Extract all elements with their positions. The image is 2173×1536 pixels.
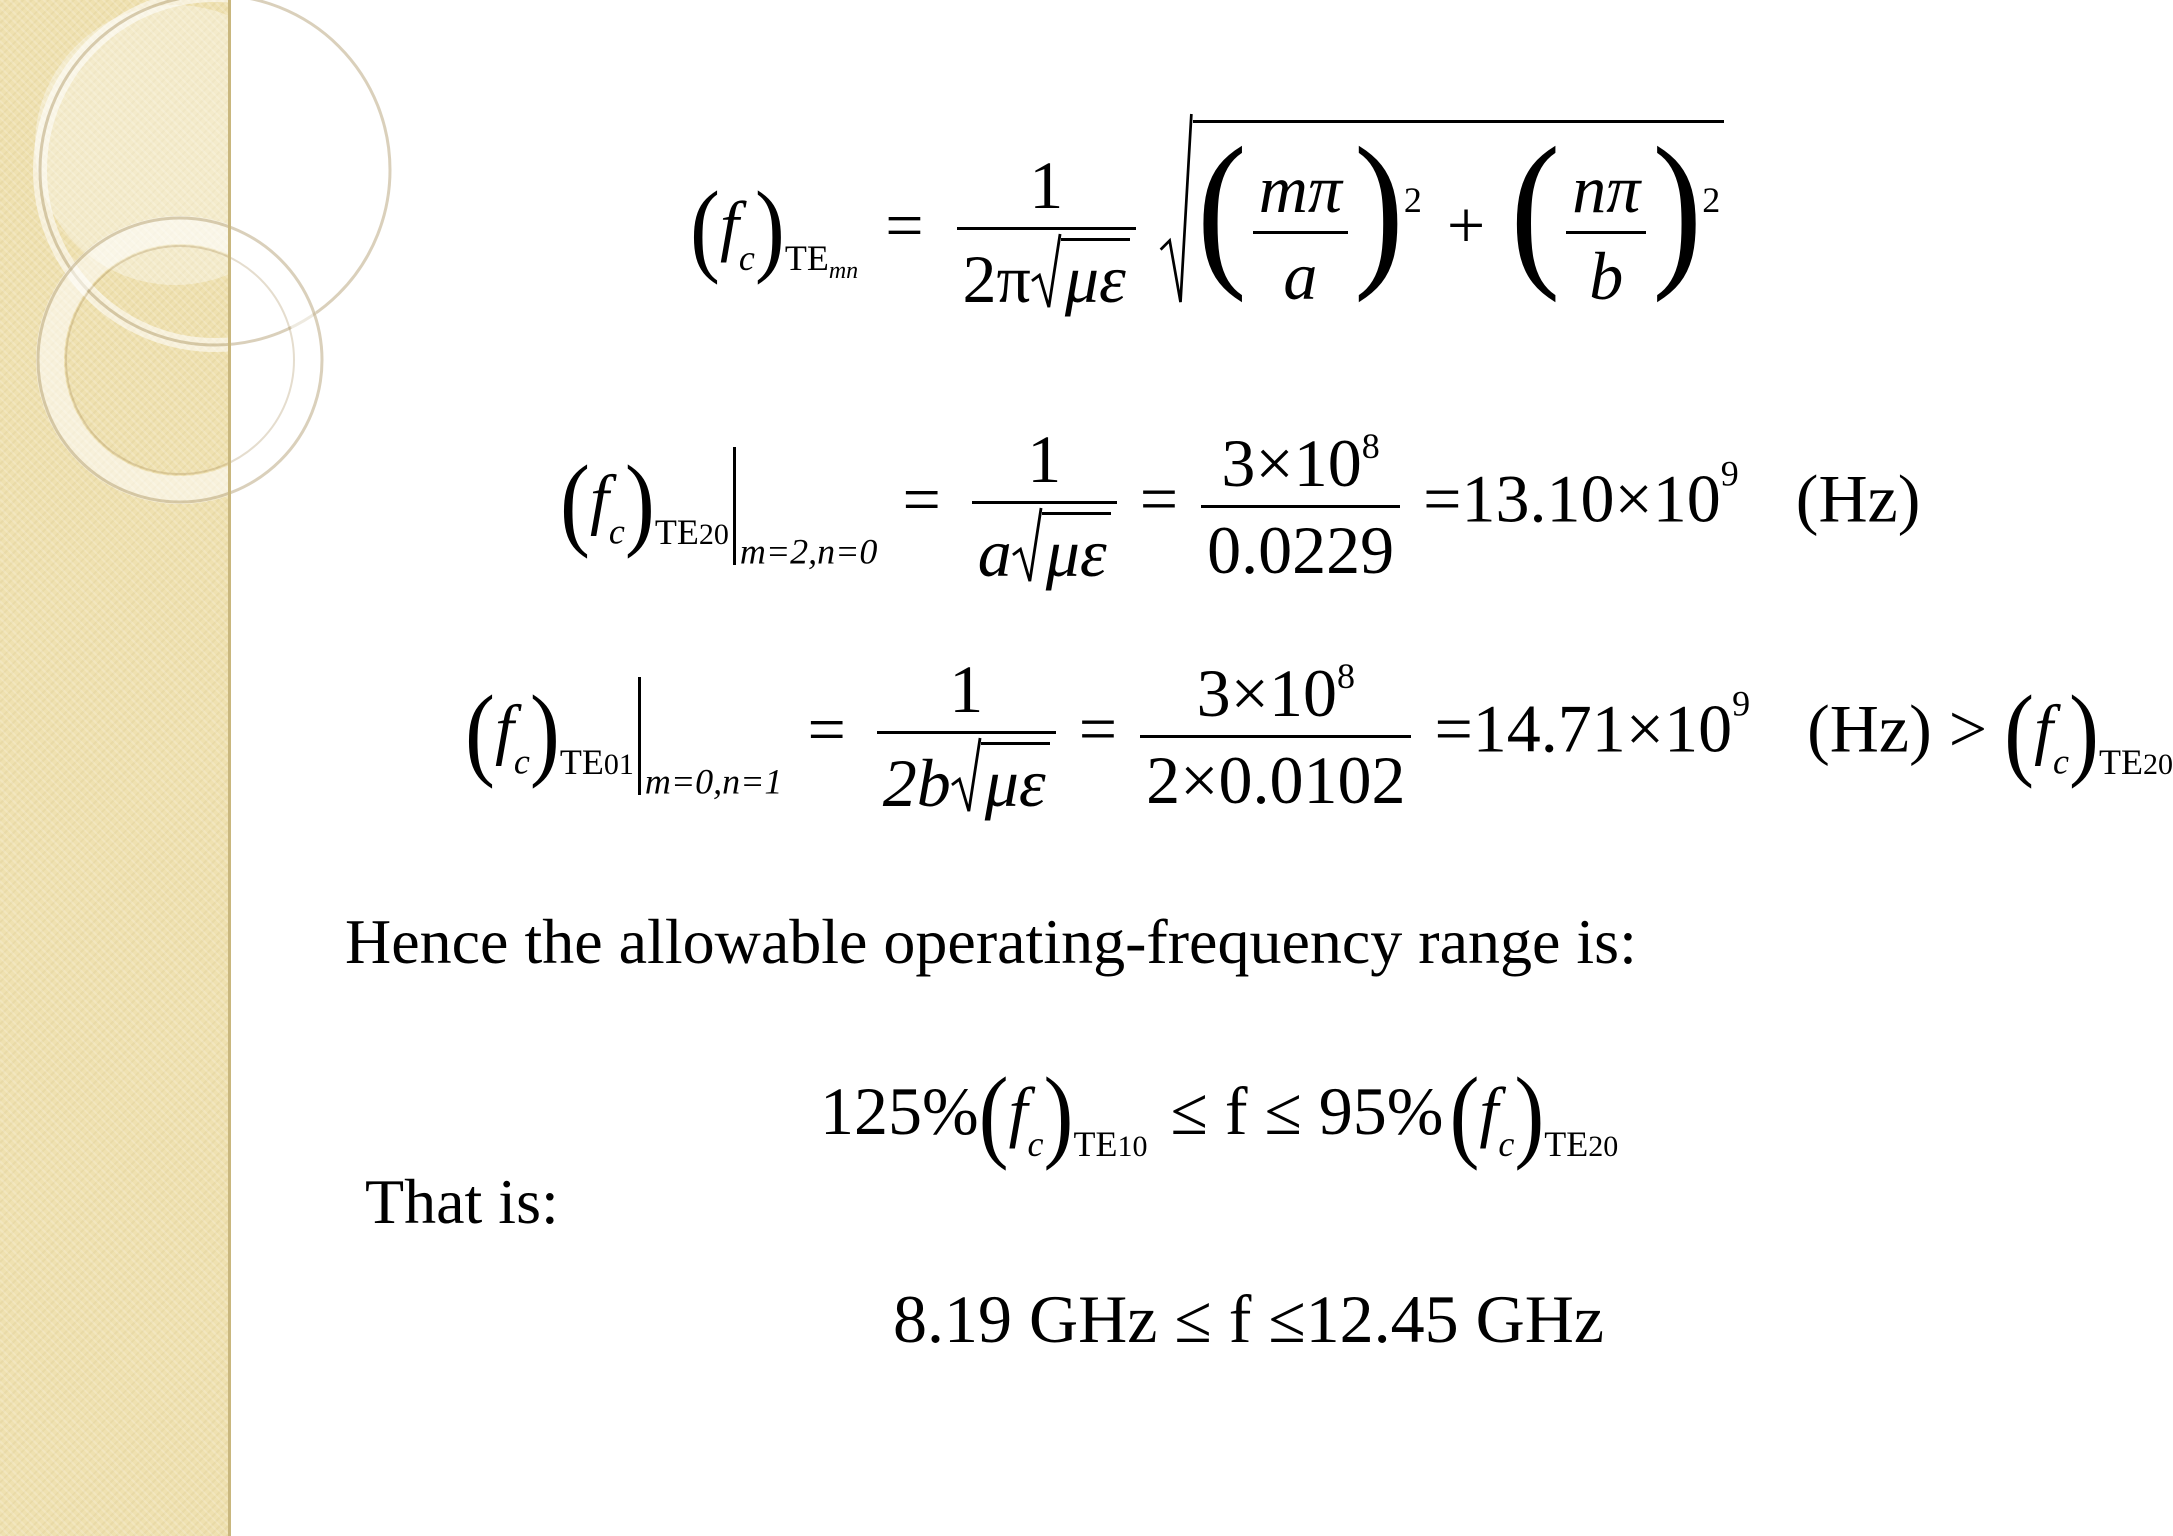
equation-frequency-range-ghz: 8.19 GHz ≤ f ≤12.45 GHz xyxy=(893,1281,1605,1357)
that-is-text: That is: xyxy=(365,1166,559,1237)
equation-cutoff-te20: $(f_c)_{TE20}$ $_{m=2,n=0}$ = 1 a με = $\frac{3\times 10^8}{0.0229}$ $=13.10\times 10^9$ (Hz) xyxy=(560,421,1921,591)
decorative-sidebar xyxy=(0,0,230,1536)
sidebar-edge xyxy=(228,0,231,1536)
decorative-rings-graphic xyxy=(0,0,228,1536)
equation-cutoff-te01: $(f_c)_{TE01}$ $_{m=0,n=1}$ = 1 2b με = $\frac{3\times 10^8}{2\times 0.0102}$ $=14.71\times 10^9$ $(Hz) > (f_c)_{TE20}$ xyxy=(465,651,2173,821)
equation-frequency-range-percent: $125\%(f_c)_{TE10} \le f \le 95\%(f_c)_{TE20}$ xyxy=(820,1057,1619,1172)
equation-cutoff-general: $(f_c)_{TE_{mn}}$ = 1 2π με ( $\frac{m\pi}{a}$ )$^2$ + ( $\frac{n\pi}{b}$ )$^2$ xyxy=(690,120,1724,313)
range-statement-text: Hence the allowable operating-frequency range is: xyxy=(345,906,1637,977)
